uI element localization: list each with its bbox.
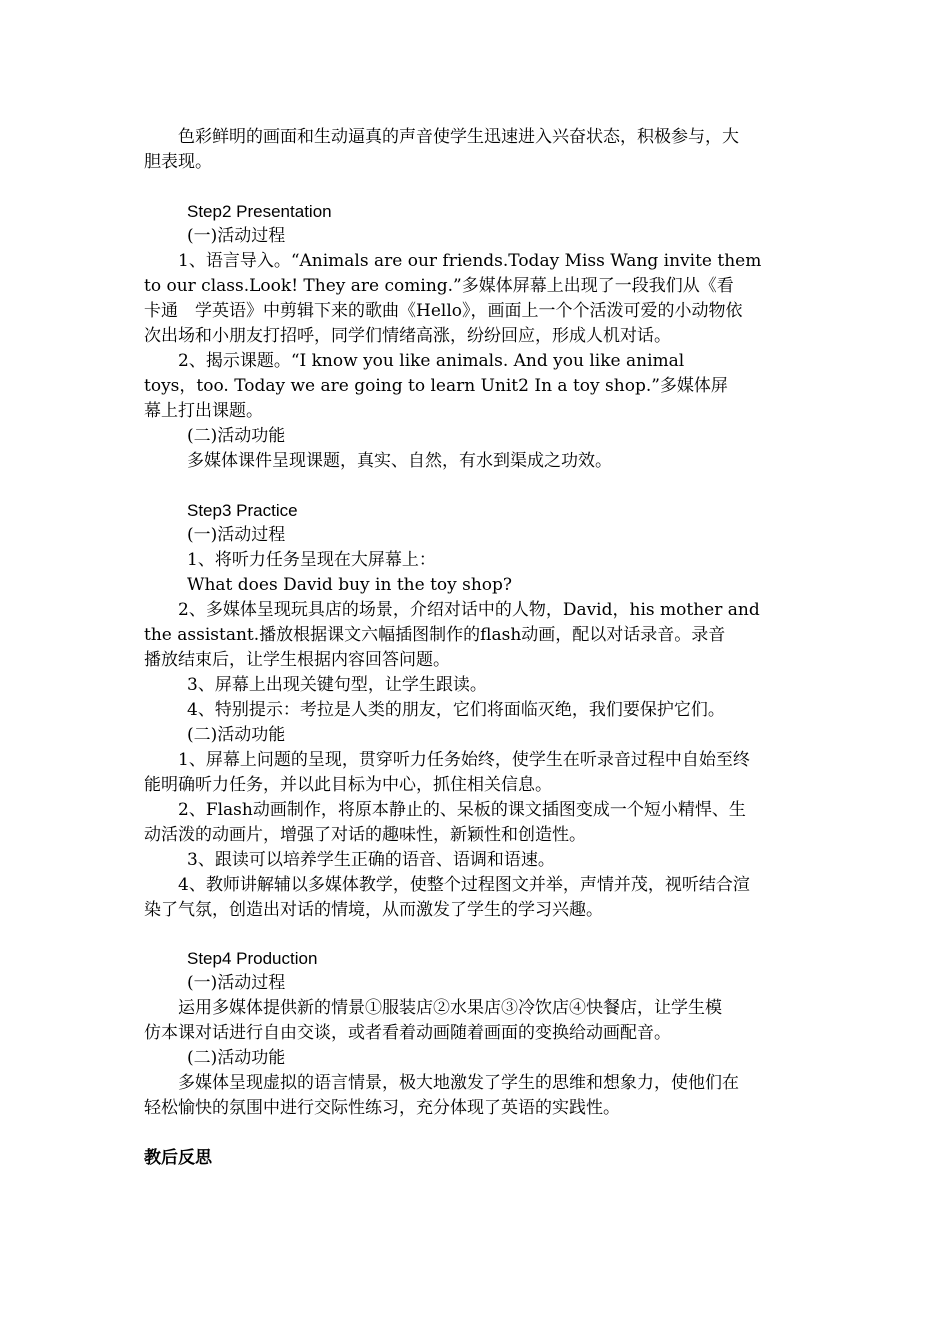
intro-paragraph: 色彩鲜明的画面和生动逼真的声音使学生迅速进入兴奋状态，积极参与，大 胆表现。 bbox=[144, 127, 739, 172]
step3-question: What does David buy in the toy shop? bbox=[187, 575, 513, 595]
step4-process-label: (一)活动过程 bbox=[187, 973, 286, 993]
step3-heading: Step3 Practice bbox=[187, 501, 298, 520]
step3-function-1: 1、屏幕上问题的呈现，贯穿听力任务始终，使学生在听录音过程中自始至终 能明确听力任务，并以此目标为中心，抓住相关信息。 bbox=[144, 750, 750, 795]
step3-paragraph-3: 3、屏幕上出现关键句型，让学生跟读。 bbox=[187, 675, 487, 695]
step2-paragraph-2: 2、揭示课题。“I know you like animals. And you like animal toys，too. Today we are going to learn Unit2 In a toy shop.”多媒体屏 幕上打出课题。 bbox=[144, 351, 728, 421]
step4-function-label: (二)活动功能 bbox=[187, 1048, 286, 1068]
step3-function-2: 2、Flash动画制作，将原本静止的、呆板的课文插图变成一个短小精悍、生 动活泼的动画片，增强了对话的趣味性，新颖性和创造性。 bbox=[144, 800, 746, 845]
step4-function-text: 多媒体呈现虚拟的语言情景，极大地激发了学生的思维和想象力，使他们在 轻松愉快的氛围中进行交际性练习，充分体现了英语的实践性。 bbox=[144, 1073, 739, 1118]
step3-function-4: 4、教师讲解辅以多媒体教学，使整个过程图文并举，声情并茂，视听结合渲 染了气氛，创造出对话的情境，从而激发了学生的学习兴趣。 bbox=[144, 875, 750, 920]
step2-function-text: 多媒体课件呈现课题，真实、自然，有水到渠成之功效。 bbox=[187, 451, 612, 471]
step3-process-label: (一)活动过程 bbox=[187, 525, 286, 545]
step3-paragraph-1: 1、将听力任务呈现在大屏幕上： bbox=[187, 550, 436, 570]
step2-heading: Step2 Presentation bbox=[187, 202, 332, 221]
step3-function-label: (二)活动功能 bbox=[187, 725, 286, 745]
step4-paragraph-1: 运用多媒体提供新的情景①服装店②水果店③冷饮店④快餐店，让学生模 仿本课对话进行自由交谈，或者看着动画随着画面的变换给动画配音。 bbox=[144, 998, 722, 1043]
step2-paragraph-1: 1、语言导入。“Animals are our friends.Today Miss Wang invite them to our class.Look! They are coming.”多媒体屏幕上出现了一段我们从《看 卡通 学英语》中剪辑下来的歌曲《Hello》，画面上一个个活泼可爱的小动物依 次出场和小朋友打招呼，同学们情绪高涨，纷纷回应，形成人机对话。 bbox=[144, 251, 762, 346]
reflection-heading: 教后反思 bbox=[144, 1148, 212, 1168]
step3-function-3: 3、跟读可以培养学生正确的语音、语调和语速。 bbox=[187, 850, 555, 870]
step3-paragraph-2: 2、多媒体呈现玩具店的场景，介绍对话中的人物，David，his mother and the assistant.播放根据课文六幅插图制作的flash动画，配以对话录音。录音 播放结束后，让学生根据内容回答问题。 bbox=[144, 600, 760, 670]
step3-paragraph-4: 4、特别提示：考拉是人类的朋友，它们将面临灭绝，我们要保护它们。 bbox=[187, 700, 725, 720]
step4-heading: Step4 Production bbox=[187, 949, 318, 968]
step2-process-label: (一)活动过程 bbox=[187, 226, 286, 246]
step2-function-label: (二)活动功能 bbox=[187, 426, 286, 446]
